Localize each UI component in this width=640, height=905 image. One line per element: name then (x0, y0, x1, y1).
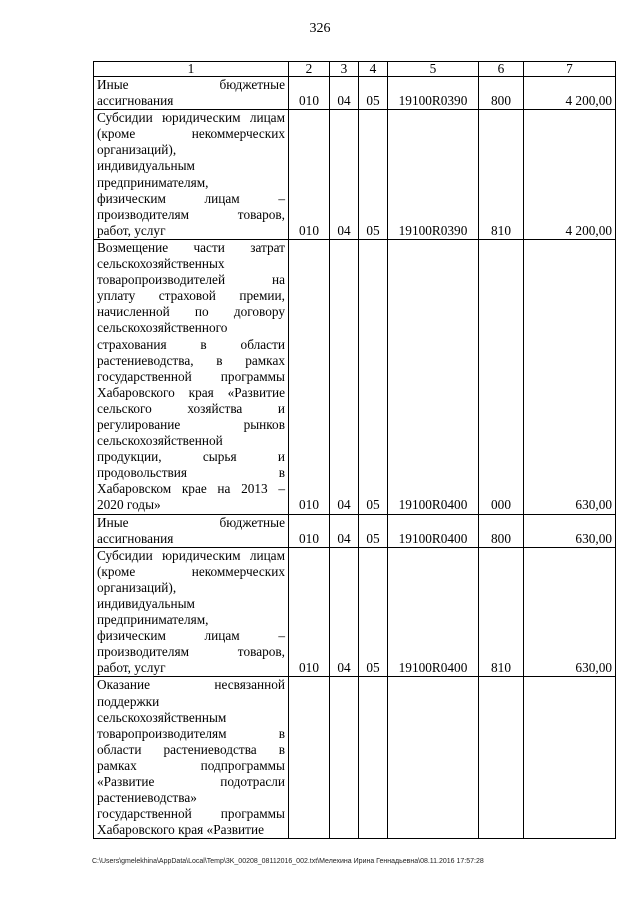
description-line: товаропроизводителей на (97, 272, 285, 288)
code-cell: 010 (289, 514, 330, 547)
description-line: сельскохозяйственного (97, 320, 228, 336)
target-article-cell: 19100R0400 (388, 239, 479, 514)
description-line: Хабаровского края «Развитие (97, 384, 285, 400)
description-line: производителям товаров, (97, 644, 285, 660)
description-line: «Развитие подотрасли (97, 774, 285, 790)
subsection-cell (359, 677, 388, 839)
description-line: продукции, сырья и (97, 449, 285, 465)
row-description (94, 110, 289, 240)
table-row (94, 514, 616, 547)
table-row (94, 239, 616, 514)
subsection-cell: 05 (359, 110, 388, 240)
description-line: поддержки (97, 693, 160, 709)
description-line: Хабаровского края «Развитие (97, 822, 264, 838)
description-line: Субсидии юридическим лицам (97, 547, 285, 563)
description-line: работ, услуг (97, 660, 166, 676)
description-line: товаропроизводителям в (97, 725, 285, 741)
section-cell: 04 (330, 547, 359, 677)
description-line: Оказание несвязанной (97, 677, 285, 693)
description-line: Иные бюджетные (97, 514, 285, 530)
row-description (94, 239, 289, 514)
row-description (94, 677, 289, 839)
description-line: регулирование рынков (97, 416, 285, 432)
expense-type-cell (479, 677, 524, 839)
target-article-cell: 19100R0390 (388, 110, 479, 240)
description-line: (кроме некоммерческих (97, 563, 285, 579)
subsection-cell: 05 (359, 77, 388, 110)
amount-cell: 630,00 (524, 514, 616, 547)
description-line: рамках подпрограммы (97, 757, 285, 773)
row-description (94, 547, 289, 677)
description-line: Возмещение части затрат (97, 239, 285, 255)
section-cell: 04 (330, 77, 359, 110)
file-path-footer: C:\Users\gmelekhina\AppData\Local\Temp\3K_00208_08112016_002.txt\Мелехина Ирина Геннадьевна\08.11.2016 17:57:28 (92, 858, 484, 865)
description-line: 2020 годы» (97, 497, 161, 513)
target-article-cell: 19100R0400 (388, 547, 479, 677)
expense-type-cell: 800 (479, 77, 524, 110)
amount-cell: 4 200,00 (524, 77, 616, 110)
code-cell: 010 (289, 547, 330, 677)
target-article-cell: 19100R0390 (388, 77, 479, 110)
description-line: индивидуальным (97, 596, 195, 611)
description-line: Хабаровском крае на 2013 – (97, 481, 285, 497)
description-line: производителям товаров, (97, 206, 285, 222)
column-header: 2 (289, 62, 330, 77)
target-article-cell: 19100R0400 (388, 514, 479, 547)
description-line: начисленной по договору (97, 304, 285, 320)
description-line: сельскохозяйственной (97, 433, 223, 449)
description-line: предпринимателям, (97, 612, 209, 628)
amount-cell (524, 677, 616, 839)
expense-type-cell: 810 (479, 547, 524, 677)
code-cell: 010 (289, 239, 330, 514)
expense-type-cell: 000 (479, 239, 524, 514)
description-line: индивидуальным (97, 158, 195, 174)
description-line: растениеводства, в рамках (97, 352, 285, 368)
section-cell: 04 (330, 239, 359, 514)
subsection-cell: 05 (359, 239, 388, 514)
description-line: ассигнования (97, 530, 174, 546)
description-line: государственной программы (97, 806, 285, 822)
description-line: предпринимателям, (97, 174, 209, 190)
description-line: растениеводства» (97, 790, 197, 806)
column-header: 6 (479, 62, 524, 77)
amount-cell: 4 200,00 (524, 110, 616, 240)
column-header: 4 (359, 62, 388, 77)
section-cell: 04 (330, 514, 359, 547)
code-cell (289, 677, 330, 839)
code-cell: 010 (289, 77, 330, 110)
row-description (94, 77, 289, 110)
table-row (94, 110, 616, 240)
description-line: (кроме некоммерческих (97, 126, 285, 142)
description-line: организаций), (97, 579, 177, 595)
section-cell (330, 677, 359, 839)
description-line: уплату страховой премии, (97, 288, 285, 304)
description-line: работ, услуг (97, 222, 166, 238)
description-line: Субсидии юридическим лицам (97, 110, 285, 126)
table-body (94, 77, 616, 839)
expense-type-cell: 800 (479, 514, 524, 547)
page-number: 326 (309, 21, 331, 36)
expense-type-cell: 810 (479, 110, 524, 240)
table-header-row (94, 62, 616, 77)
table-row (94, 547, 616, 677)
subsection-cell: 05 (359, 514, 388, 547)
description-line: физическим лицам – (97, 628, 285, 644)
budget-table (93, 61, 616, 839)
description-line: сельскохозяйственных (97, 256, 225, 272)
table-row (94, 677, 616, 839)
description-line: страхования в области (97, 336, 285, 352)
description-line: области растениеводства в (97, 741, 285, 757)
description-line: продовольствия в (97, 465, 285, 481)
row-description (94, 514, 289, 547)
description-line: сельского хозяйства и (97, 400, 285, 416)
description-line: организаций), (97, 142, 177, 158)
column-header: 3 (330, 62, 359, 77)
code-cell: 010 (289, 110, 330, 240)
description-line: сельскохозяйственным (97, 709, 227, 725)
description-line: ассигнования (97, 93, 174, 109)
description-line: Иные бюджетные (97, 77, 285, 92)
amount-cell: 630,00 (524, 547, 616, 677)
subsection-cell: 05 (359, 547, 388, 677)
column-header: 5 (388, 62, 479, 77)
section-cell: 04 (330, 110, 359, 240)
description-line: физическим лицам – (97, 190, 285, 206)
column-header: 1 (94, 62, 289, 77)
amount-cell: 630,00 (524, 239, 616, 514)
target-article-cell (388, 677, 479, 839)
description-line: государственной программы (97, 368, 285, 384)
table-row (94, 77, 616, 110)
column-header: 7 (524, 62, 616, 77)
